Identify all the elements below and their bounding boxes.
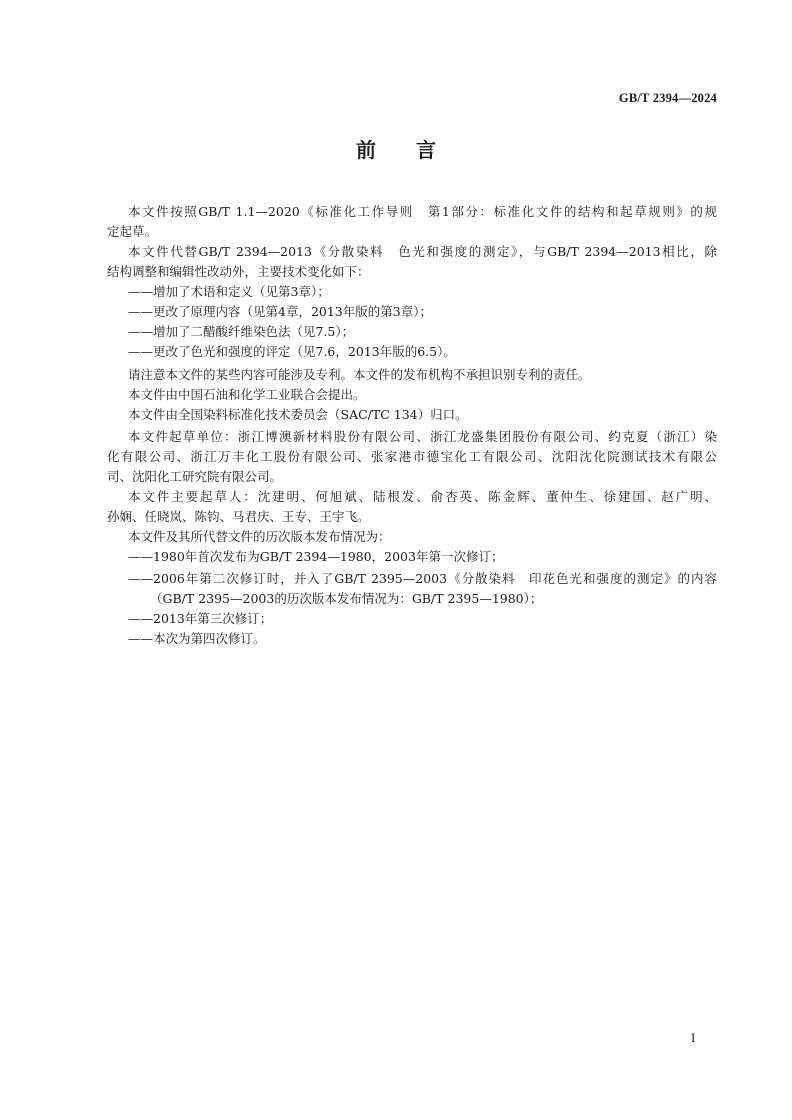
list-item: ——2006年第二次修订时，并入了GB/T 2395—2003《分散染料 印花色光和强度的测定》的内容 — [128, 571, 717, 586]
list-item: ——增加了术语和定义（见第3章）； — [128, 284, 330, 299]
text-line: 本文件由中国石油和化学工业联合会提出。 — [128, 387, 366, 402]
list-item: ——增加了二醋酸纤维染色法（见7.5）； — [128, 324, 355, 339]
list-item: ——更改了原理内容（见第4章，2013年版的第3章）； — [128, 304, 432, 319]
text-line: 本文件主要起草人：沈建明、何旭斌、陆根发、俞杏英、陈金辉、董仲生、徐建国、赵广明、 — [128, 489, 717, 504]
text-line: 本文件代替GB/T 2394—2013《分散染料 色光和强度的测定》，与GB/T 2394—2013相比，除 — [128, 244, 717, 259]
text-line: 定起草。 — [107, 224, 158, 239]
text-line: 请注意本文件的某些内容可能涉及专利。本文件的发布机构不承担识别专利的责任。 — [128, 367, 591, 382]
document-number: GB/T 2394—2024 — [618, 91, 717, 105]
text-line: 本文件及其所代替文件的历次版本发布情况为： — [128, 529, 391, 544]
page-title: 前 言 — [356, 138, 436, 162]
text-line: 本文件由全国染料标准化技术委员会（SAC/TC 134）归口。 — [128, 407, 468, 422]
page-number: I — [691, 1030, 696, 1045]
list-item: ——1980年首次发布为GB/T 2394—1980，2003年第一次修订； — [128, 549, 504, 564]
text-line: 本文件起草单位：浙江博澳新材料股份有限公司、浙江龙盛集团股份有限公司、约克夏（浙江）染 — [128, 429, 717, 444]
list-item-continuation: （GB/T 2395—2003的历次版本发布情况为：GB/T 2395—1980）； — [150, 591, 543, 606]
text-line: 结构调整和编辑性改动外，主要技术变化如下： — [107, 264, 370, 279]
text-line: 本文件按照GB/T 1.1—2020《标准化工作导则 第1部分：标准化文件的结构和起草规则》的规 — [128, 204, 717, 219]
text-line: 孙娴、任晓岚、陈钧、马君庆、王专、王宇飞。 — [107, 509, 370, 524]
text-line: 司、沈阳化工研究院有限公司。 — [107, 469, 283, 484]
list-item: ——本次为第四次修订。 — [128, 631, 266, 646]
list-item: ——更改了色光和强度的评定（见7.6，2013年版的6.5）。 — [128, 344, 456, 359]
list-item: ——2013年第三次修订； — [128, 611, 273, 626]
text-line: 化有限公司、浙江万丰化工股份有限公司、张家港市德宝化工有限公司、沈阳沈化院测试技术有限公 — [107, 449, 717, 464]
